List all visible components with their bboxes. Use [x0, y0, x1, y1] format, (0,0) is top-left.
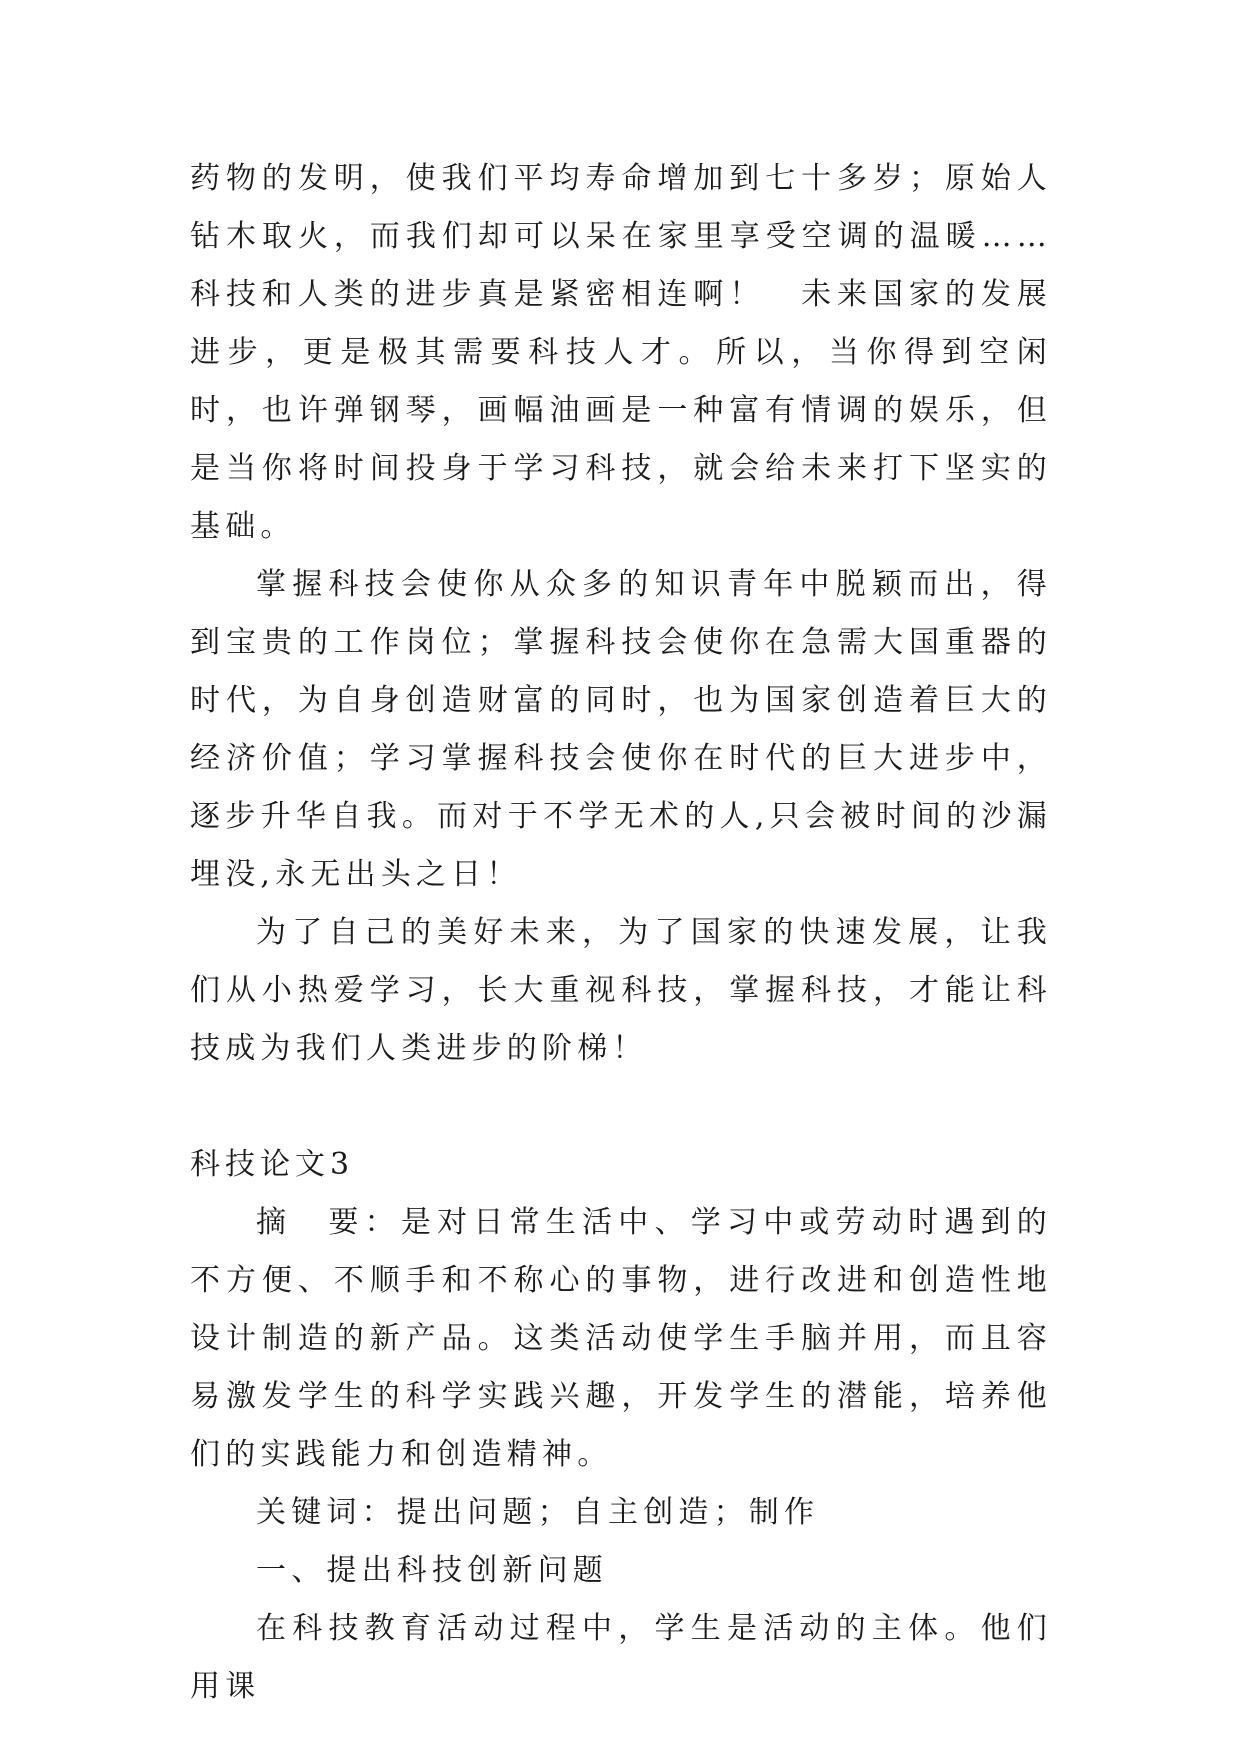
- abstract-paragraph: 摘 要：是对日常生活中、学习中或劳动时遇到的不方便、不顺手和不称心的事物，进行改进和创造性地设计制造的新产品。这类活动使学生手脑并用，而且容易激发学生的科学实践兴趣，开发学生的潜能，培养他们的实践能力和创造精神。: [190, 1205, 1052, 1472]
- subheading: 一、提出科技创新问题: [256, 1553, 608, 1588]
- section-title: 科技论文3: [190, 1147, 355, 1182]
- body-paragraph-2: 掌握科技会使你从众多的知识青年中脱颖而出，得到宝贵的工作岗位；掌握科技会使你在急需大国重器的时代，为自身创造财富的同时，也为国家创造着巨大的经济价值；学习掌握科技会使你在时代的巨大进步中，逐步升华自我。而对于不学无术的人,只会被时间的沙漏埋没,永无出头之日！: [190, 567, 1052, 892]
- last-paragraph: 在科技教育活动过程中，学生是活动的主体。他们用课: [190, 1611, 1052, 1704]
- body-paragraph-3: 为了自己的美好未来，为了国家的快速发展，让我们从小热爱学习，长大重视科技，掌握科技，才能让科技成为我们人类进步的阶梯！: [190, 915, 1052, 1066]
- document-page: [190, 150, 1052, 1716]
- body-paragraph-1: 药物的发明，使我们平均寿命增加到七十多岁；原始人钻木取火，而我们却可以呆在家里享受空调的温暖……科技和人类的进步真是紧密相连啊！ 未来国家的发展进步，更是极其需要科技人才。所以，当你得到空闲时，也许弹钢琴，画幅油画是一种富有情调的娱乐，但是当你将时间投身于学习科技，就会给未来打下坚实的基础。: [190, 161, 1052, 544]
- keywords-line: 关键词：提出问题；自主创造；制作: [256, 1495, 820, 1530]
